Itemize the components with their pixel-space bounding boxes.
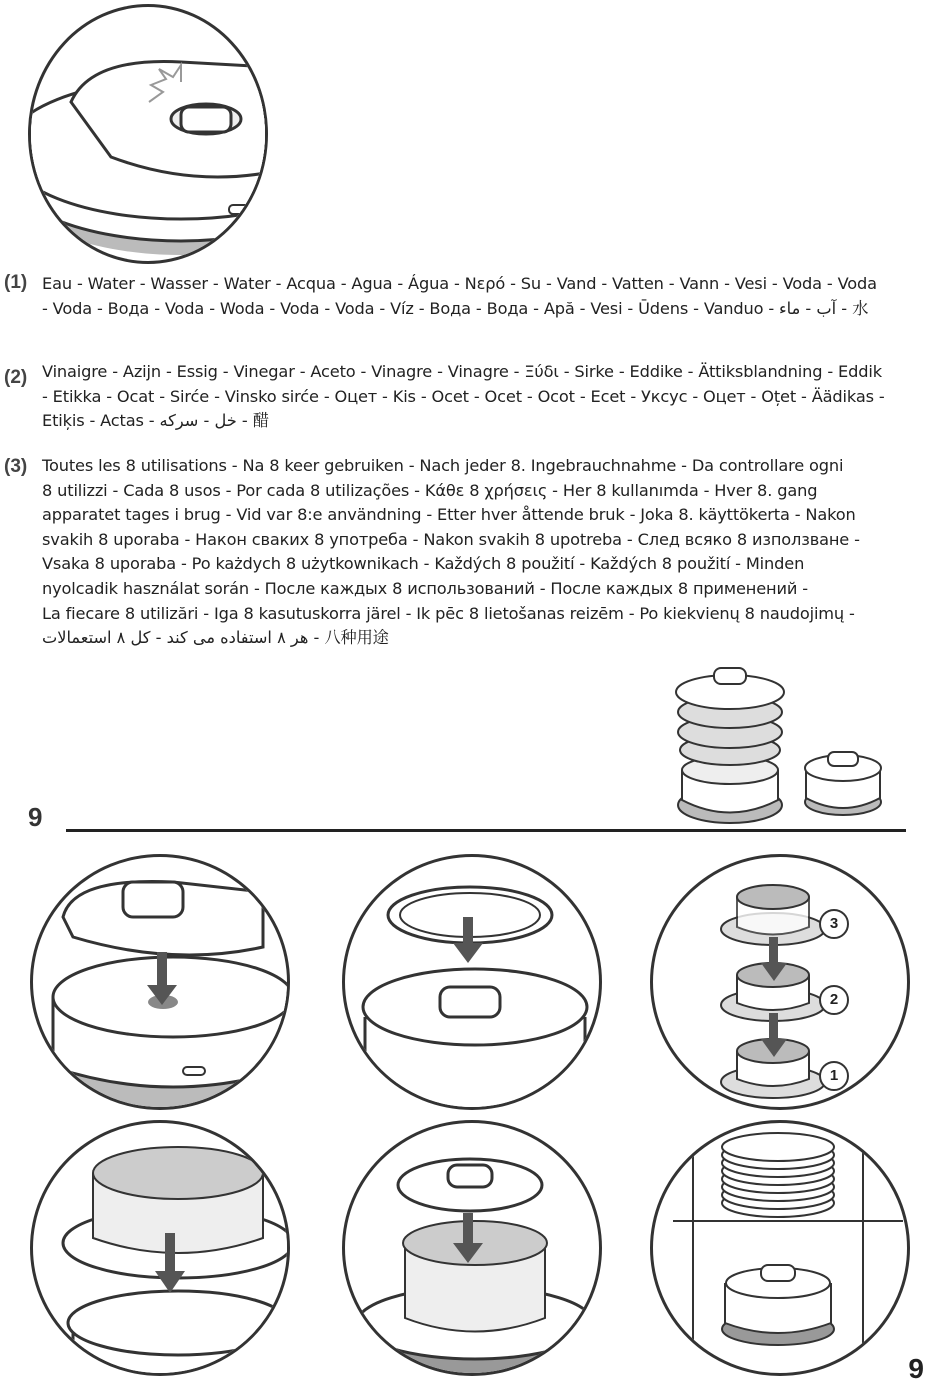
- item-3-line-8: هر ٨ استفاده می کند - کل ٨ استعمالات - 八种用途: [42, 628, 389, 648]
- illustration-step-insert-basket: [30, 1120, 290, 1376]
- item-1-line-2: - Voda - Вода - Voda - Woda - Voda - Voda - Víz - Вода - Вода - Apă - Vesi - Ūdens - Vanduo - آب - ماء - 水: [42, 298, 869, 318]
- item-2-line-3: Etiķis - Actas - خل - سركه - 醋: [42, 411, 269, 431]
- item-marker-3: (3): [4, 456, 28, 477]
- illustration-step-store-dishwasher: [650, 1120, 910, 1376]
- section-divider: [66, 829, 906, 832]
- illustration-step-place-ring: [342, 854, 602, 1110]
- item-3-line-3: apparatet tages i brug - Vid var 8:e användning - Etter hver åttende bruk - Joka 8. käyttökerta - Nakon: [42, 505, 856, 525]
- step-badge-1: 1: [819, 1061, 849, 1091]
- item-marker-1: (1): [4, 272, 28, 293]
- item-3-line-2: 8 utilizzi - Cada 8 usos - Por cada 8 utilizações - Κάθε 8 χρήσεις - Her 8 kullanımda - Hver 8. gang: [42, 480, 818, 500]
- item-1-line-1: Eau - Water - Wasser - Water - Acqua - Agua - Água - Νερό - Su - Vand - Vatten - Vann - Vesi - Voda - Voda: [42, 274, 877, 293]
- step-badge-2: 2: [819, 985, 849, 1015]
- section-number: 9: [28, 802, 43, 832]
- item-3-line-5: Vsaka 8 uporaba - Po każdych 8 użytkownikach - Každých 8 použití - Každých 8 použití - Minden: [42, 554, 805, 574]
- item-3-line-4: svakih 8 uporaba - Након сваких 8 употреба - Nakon svakih 8 upotreba - След всяко 8 използване -: [42, 529, 860, 549]
- item-2-line-1: Vinaigre - Azijn - Essig - Vinegar - Aceto - Vinagre - Vinagre - Ξύδι - Sirke - Eddike - Ättiksblandning - Eddik: [42, 362, 882, 381]
- illustration-step-remove-tray: [30, 854, 290, 1110]
- item-3-line-1: Toutes les 8 utilisations - Na 8 keer gebruiken - Nach jeder 8. Ingebrauchnahme - Da controllare ogni: [42, 456, 844, 475]
- illustration-step-close-lid: [342, 1120, 602, 1376]
- item-2-text: [42, 360, 947, 434]
- item-marker-2: (2): [4, 367, 28, 388]
- item-3-line-6: nyolcadik használat során - После каждых 8 использований - После каждых 8 применений -: [42, 578, 808, 598]
- page-number: 9: [908, 1353, 924, 1384]
- illustration-top-lid-light: [28, 4, 268, 264]
- item-3-line-7: La fiecare 8 utilizări - Iga 8 kasutuskorra järel - Ik pēc 8 lietošanas reizēm - Po kiekvienų 8 naudojimų -: [42, 603, 855, 623]
- item-2-line-2: - Etikka - Ocat - Sirće - Vinsko sirće - Оцет - Kis - Ocet - Ocet - Ocot - Ecet - Уксус - Оцет - Oțet - Äädikas -: [42, 386, 885, 406]
- item-1-text: [42, 272, 942, 321]
- illustration-step-stack-baskets: [650, 854, 910, 1110]
- illustration-assembled-steamer: [668, 660, 918, 830]
- item-3-text: [42, 454, 942, 651]
- step-badge-3: 3: [819, 909, 849, 939]
